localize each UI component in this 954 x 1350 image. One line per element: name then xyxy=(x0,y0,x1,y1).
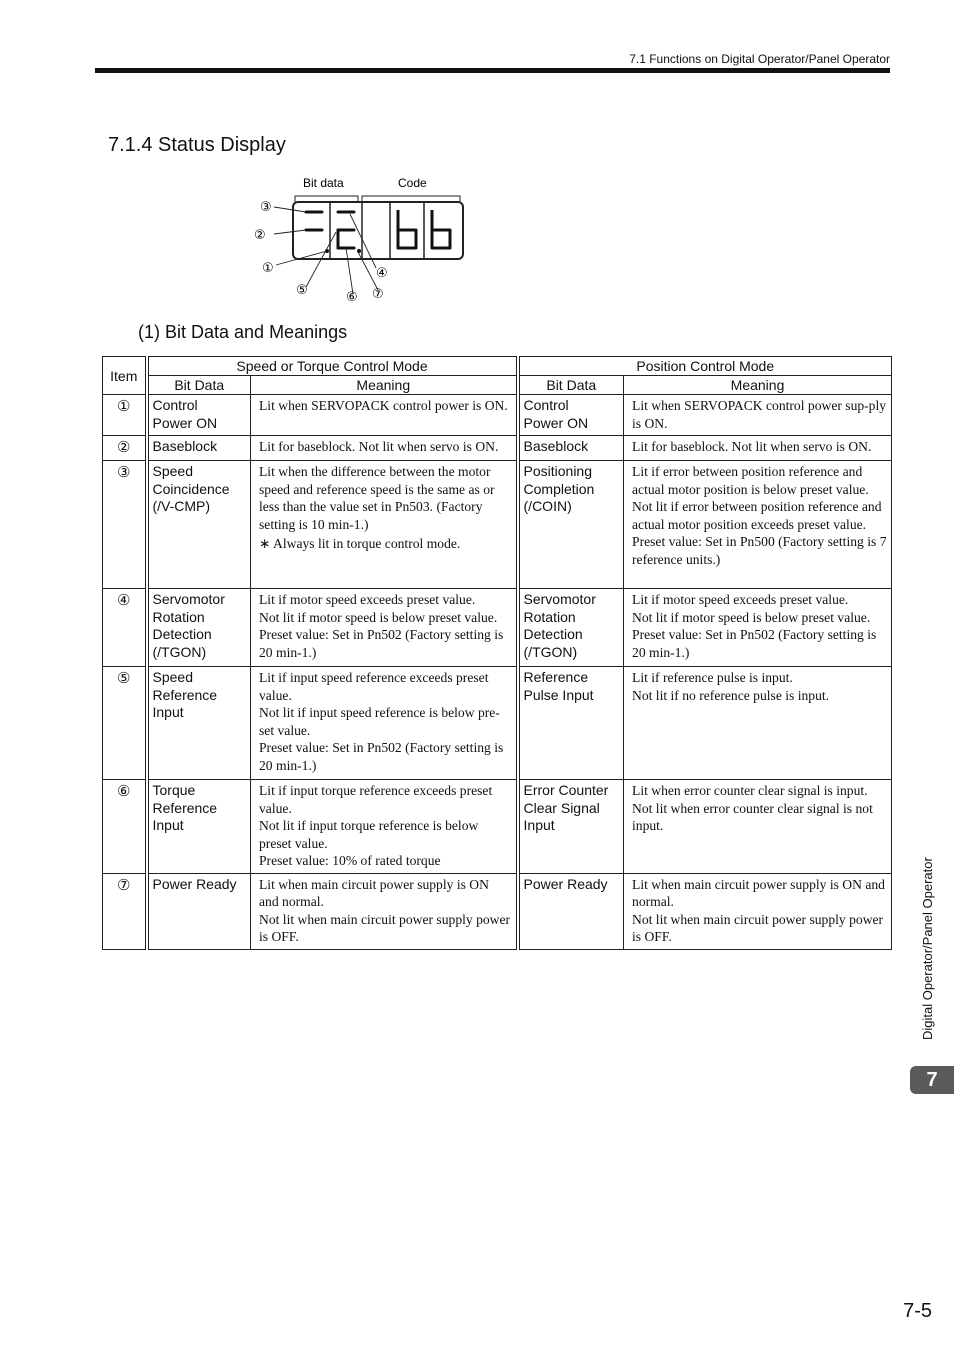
bit-data-label: Bit data xyxy=(303,176,344,190)
position-meaning-line: Not lit if error between position reference and actual motor position exceeds preset value. xyxy=(632,499,882,532)
position-meaning xyxy=(624,780,892,874)
speed-bit-data-line: Power ON xyxy=(152,414,218,431)
speed-bit-data-line: (/TGON) xyxy=(152,643,207,660)
speed-meaning-line: Lit if input torque reference exceeds preset value. xyxy=(259,783,493,816)
speed-meaning-line: Lit when the difference between the motor speed and reference speed is the same as or less than the value set in Pn503. (Factory setting is 10 min-1.) xyxy=(259,464,495,532)
marker-6: ⑥ xyxy=(346,290,358,305)
speed-meaning xyxy=(251,667,518,780)
marker-3: ③ xyxy=(260,200,272,215)
position-bit-data-line: Reference xyxy=(523,669,589,685)
speed-meaning-line: Lit if motor speed exceeds preset value. xyxy=(259,592,476,607)
digit-1-segments xyxy=(306,212,322,230)
table-row xyxy=(103,395,892,436)
speed-meaning-line: Not lit when main circuit power supply power is OFF. xyxy=(259,911,511,944)
position-bit-data xyxy=(518,436,624,461)
speed-meaning-line: Not lit if motor speed is below preset value. xyxy=(259,609,498,625)
position-bit-data xyxy=(518,589,624,667)
position-meaning xyxy=(624,589,892,667)
position-bit-data-line: Baseblock xyxy=(523,438,589,454)
position-bit-data-line: Detection xyxy=(523,626,583,642)
position-bit-data xyxy=(518,873,624,949)
table-row xyxy=(103,461,892,589)
speed-meaning-line: Lit for baseblock. Not lit when servo is ON. xyxy=(259,439,499,454)
speed-meaning xyxy=(251,436,518,461)
side-tab-label: Digital Operator/Panel Operator xyxy=(920,857,935,1040)
item-number xyxy=(103,395,147,436)
chapter-tab: 7 xyxy=(910,1066,954,1094)
table-row xyxy=(103,589,892,667)
marker-5: ⑤ xyxy=(296,283,308,298)
speed-bit-data xyxy=(147,873,251,949)
position-bit-data-line: Servomotor xyxy=(523,591,596,607)
position-meaning-header: Meaning xyxy=(624,376,892,395)
speed-bit-data-line: Reference xyxy=(152,686,218,703)
position-bit-data-line: Control xyxy=(523,397,569,413)
speed-meaning-header: Meaning xyxy=(251,376,518,395)
position-meaning-line: Lit when main circuit power supply is ON and normal. xyxy=(632,876,885,909)
speed-meaning-line: Lit when SERVOPACK control power is ON. xyxy=(259,398,508,413)
position-meaning-line: Lit for baseblock. Not lit when servo is ON. xyxy=(632,439,872,454)
speed-meaning-line: Lit when main circuit power supply is ON and normal. xyxy=(259,876,489,909)
position-meaning-line: Not lit when error counter clear signal is not input. xyxy=(632,800,873,833)
code-label: Code xyxy=(398,176,427,190)
position-bit-data xyxy=(518,780,624,874)
speed-meaning xyxy=(251,873,518,949)
table-row xyxy=(103,436,892,461)
item-number xyxy=(103,873,147,949)
digit-2-dot xyxy=(357,249,361,253)
position-bit-data-line: Positioning xyxy=(523,463,593,479)
speed-bit-data-line: Detection xyxy=(152,626,212,642)
position-meaning xyxy=(624,395,892,436)
status-display-diagram xyxy=(250,172,480,307)
position-meaning-line: Preset value: Set in Pn500 (Factory setting is 7 reference units.) xyxy=(632,534,887,567)
position-meaning xyxy=(624,873,892,949)
header-rule xyxy=(95,68,890,73)
speed-bit-data-line: Input xyxy=(152,817,184,833)
position-meaning-line: Not lit when main circuit power supply power is OFF. xyxy=(632,911,884,944)
position-meaning-line: Lit if motor speed exceeds preset value. xyxy=(632,592,849,607)
speed-bit-data-line: Torque xyxy=(152,782,196,798)
speed-bit-data-line: Input xyxy=(152,704,184,720)
running-header: 7.1 Functions on Digital Operator/Panel Operator xyxy=(629,52,890,66)
speed-meaning-line: Preset value: Set in Pn502 (Factory setting is 20 min-1.) xyxy=(259,740,504,773)
speed-bit-data xyxy=(147,436,251,461)
position-bit-data-line: (/TGON) xyxy=(523,643,578,660)
item-number xyxy=(103,461,147,589)
table-row xyxy=(103,873,892,949)
item-header: Item xyxy=(103,357,147,395)
item-marker: ③ xyxy=(117,464,131,481)
position-bit-data-line: Error Counter xyxy=(523,782,609,798)
position-bit-data-line: Clear Signal xyxy=(523,799,600,816)
position-mode-header: Position Control Mode xyxy=(518,357,892,376)
speed-bit-data-line: Power Ready xyxy=(152,875,237,892)
item-marker: ⑥ xyxy=(117,783,131,800)
page-number: 7-5 xyxy=(903,1300,932,1322)
speed-meaning-line: Preset value: 10% of rated torque xyxy=(259,853,441,868)
marker-1: ① xyxy=(262,261,274,276)
speed-mode-header: Speed or Torque Control Mode xyxy=(147,357,518,376)
marker-2: ② xyxy=(254,228,266,243)
position-bit-data-line: Power Ready xyxy=(523,875,608,892)
position-meaning xyxy=(624,461,892,589)
speed-bit-data-line: Coincidence xyxy=(152,480,230,497)
item-number xyxy=(103,667,147,780)
item-number xyxy=(103,436,147,461)
speed-bit-data-line: (/V-CMP) xyxy=(152,498,211,514)
speed-meaning-line: Preset value: Set in Pn502 (Factory setting is 20 min-1.) xyxy=(259,627,504,660)
speed-bit-data-line: Rotation xyxy=(152,608,205,625)
speed-bit-data xyxy=(147,589,251,667)
position-bit-data-line: Input xyxy=(523,817,555,833)
speed-bit-data xyxy=(147,780,251,874)
item-marker: ① xyxy=(117,398,131,415)
table-row xyxy=(103,780,892,874)
position-bit-data-line: Pulse Input xyxy=(523,686,594,703)
position-meaning xyxy=(624,667,892,780)
position-bit-data xyxy=(518,461,624,589)
speed-meaning xyxy=(251,780,518,874)
code-digit-b-1 xyxy=(398,210,416,248)
position-meaning-line: Lit when error counter clear signal is input. xyxy=(632,783,868,798)
speed-bit-data xyxy=(147,667,251,780)
speed-bit-data-line: Baseblock xyxy=(152,438,218,454)
table-row xyxy=(103,667,892,780)
position-bit-data-line: Completion xyxy=(523,480,595,497)
position-bit-data-line: Rotation xyxy=(523,608,576,625)
subsection-title: (1) Bit Data and Meanings xyxy=(138,322,348,342)
item-marker: ⑦ xyxy=(117,876,131,894)
speed-bit-data-line: Speed xyxy=(152,463,193,479)
item-marker: ② xyxy=(117,439,131,456)
speed-meaning-note: ∗ Always lit in torque control mode. xyxy=(259,536,461,551)
item-number xyxy=(103,780,147,874)
speed-bit-data-header: Bit Data xyxy=(147,376,251,395)
speed-meaning xyxy=(251,395,518,436)
position-meaning-line: Lit if error between position reference and actual motor position is below preset value. xyxy=(632,464,869,497)
section-title: 7.1.4 Status Display xyxy=(108,134,286,156)
speed-meaning-line: Lit if input speed reference exceeds preset value. xyxy=(259,670,489,703)
speed-meaning-line: Not lit if input speed reference is below pre-set value. xyxy=(259,705,500,738)
code-digit-b-2 xyxy=(432,210,450,248)
position-meaning-line: Preset value: Set in Pn502 (Factory setting is 20 min-1.) xyxy=(632,627,877,660)
bit-data-table xyxy=(102,356,892,950)
speed-meaning-line: Not lit if input torque reference is below preset value. xyxy=(259,818,479,851)
position-bit-data-line: (/COIN) xyxy=(523,498,572,514)
speed-bit-data xyxy=(147,461,251,589)
speed-bit-data-line: Control xyxy=(152,397,198,413)
item-number xyxy=(103,589,147,667)
item-marker: ④ xyxy=(117,592,131,609)
speed-bit-data-line: Speed xyxy=(152,669,193,685)
position-meaning-line: Lit if reference pulse is input. xyxy=(632,670,793,685)
position-meaning-line: Not lit if no reference pulse is input. xyxy=(632,687,830,703)
marker-4: ④ xyxy=(376,266,388,281)
position-meaning-line: Lit when SERVOPACK control power sup-ply is ON. xyxy=(632,398,887,431)
marker-7: ⑦ xyxy=(372,287,384,302)
speed-meaning xyxy=(251,461,518,589)
position-bit-data xyxy=(518,395,624,436)
position-meaning-line: Not lit if motor speed is below preset value. xyxy=(632,609,871,625)
position-bit-data-line: Power ON xyxy=(523,414,589,431)
item-marker: ⑤ xyxy=(117,670,131,687)
speed-bit-data-line: Servomotor xyxy=(152,591,225,607)
speed-bit-data-line: Reference xyxy=(152,799,218,816)
position-bit-data xyxy=(518,667,624,780)
position-bit-data-header: Bit Data xyxy=(518,376,624,395)
speed-meaning xyxy=(251,589,518,667)
speed-bit-data xyxy=(147,395,251,436)
position-meaning xyxy=(624,436,892,461)
